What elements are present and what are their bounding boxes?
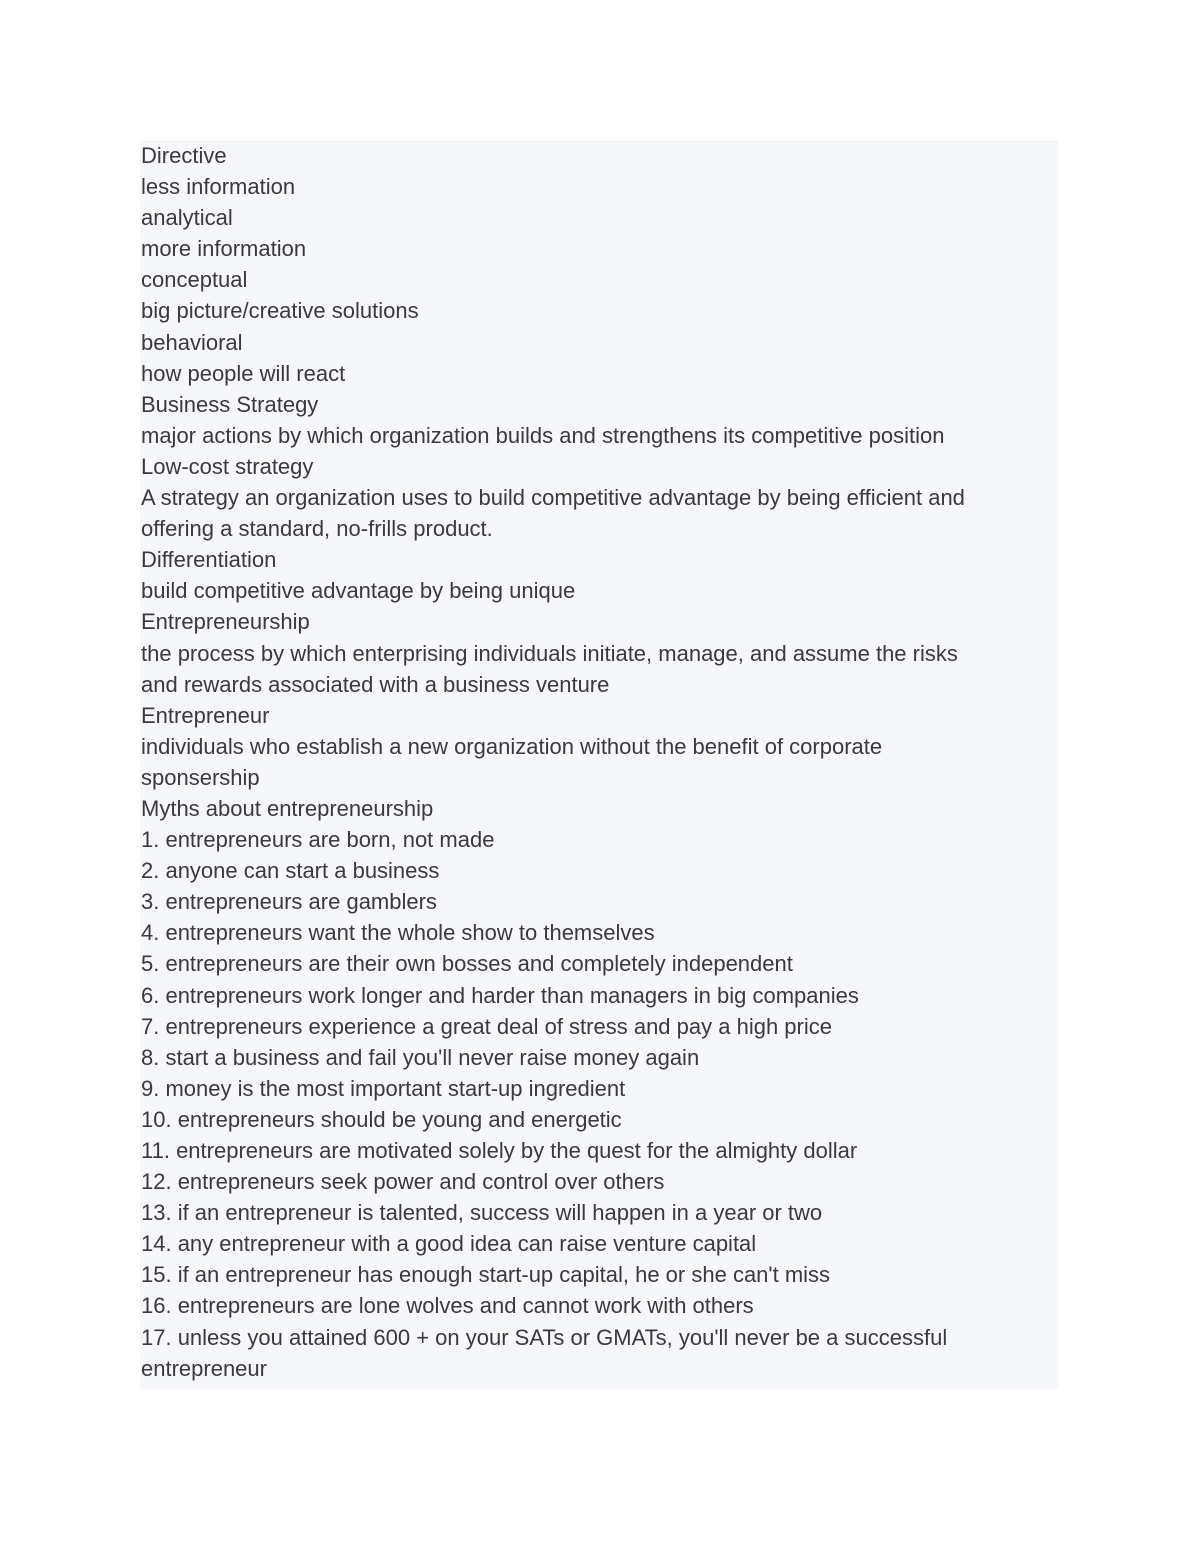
text-line: Low-cost strategy [141,453,314,479]
text-line: Differentiation [141,547,277,573]
text-line: behavioral [141,329,243,355]
text-line: entrepreneur [141,1355,267,1381]
document-text-block [140,140,1058,1389]
text-line: conceptual [141,267,248,293]
text-line: Myths about entrepreneurship [141,795,434,821]
text-line: 17. unless you attained 600 + on your SATs or GMATs, you'll never be a successful [141,1324,948,1350]
text-line: A strategy an organization uses to build competitive advantage by being efficient and [141,485,965,511]
text-line: analytical [141,205,233,231]
text-line: how people will react [141,360,346,386]
text-line: 13. if an entrepreneur is talented, success will happen in a year or two [141,1200,823,1226]
text-line: Business Strategy [141,391,319,417]
text-line: less information [141,174,296,200]
text-line: and rewards associated with a business venture [141,671,610,697]
text-line: Directive [141,143,227,168]
text-line: 14. any entrepreneur with a good idea can raise venture capital [141,1231,757,1257]
text-line: individuals who establish a new organization without the benefit of corporate [141,733,883,759]
text-line: 12. entrepreneurs seek power and control over others [141,1169,665,1195]
text-line: 16. entrepreneurs are lone wolves and cannot work with others [141,1293,754,1319]
text-line: Entrepreneur [141,702,270,728]
text-line: 1. entrepreneurs are born, not made [141,827,495,853]
text-line: 8. start a business and fail you'll never raise money again [141,1044,700,1070]
text-line: 15. if an entrepreneur has enough start-up capital, he or she can't miss [141,1262,831,1288]
text-line: offering a standard, no-frills product. [141,516,493,542]
text-line: big picture/creative solutions [141,298,419,324]
text-line: 3. entrepreneurs are gamblers [141,889,437,915]
text-line: 4. entrepreneurs want the whole show to themselves [141,920,655,946]
text-line: 6. entrepreneurs work longer and harder than managers in big companies [141,982,859,1008]
text-line: build competitive advantage by being unique [141,578,576,604]
text-line: 7. entrepreneurs experience a great deal of stress and pay a high price [141,1013,832,1039]
text-line: 2. anyone can start a business [141,858,440,884]
text-line: 10. entrepreneurs should be young and energetic [141,1106,622,1132]
text-line: the process by which enterprising individuals initiate, manage, and assume the risks [141,640,958,666]
text-line: sponsership [141,764,260,790]
text-line: 9. money is the most important start-up ingredient [141,1075,626,1101]
text-line: more information [141,236,307,262]
text-line: 11. entrepreneurs are motivated solely by the quest for the almighty dollar [141,1138,858,1163]
text-line: Entrepreneurship [141,609,310,635]
text-line: 5. entrepreneurs are their own bosses and completely independent [141,951,793,977]
text-line: major actions by which organization builds and strengthens its competitive position [141,422,945,448]
